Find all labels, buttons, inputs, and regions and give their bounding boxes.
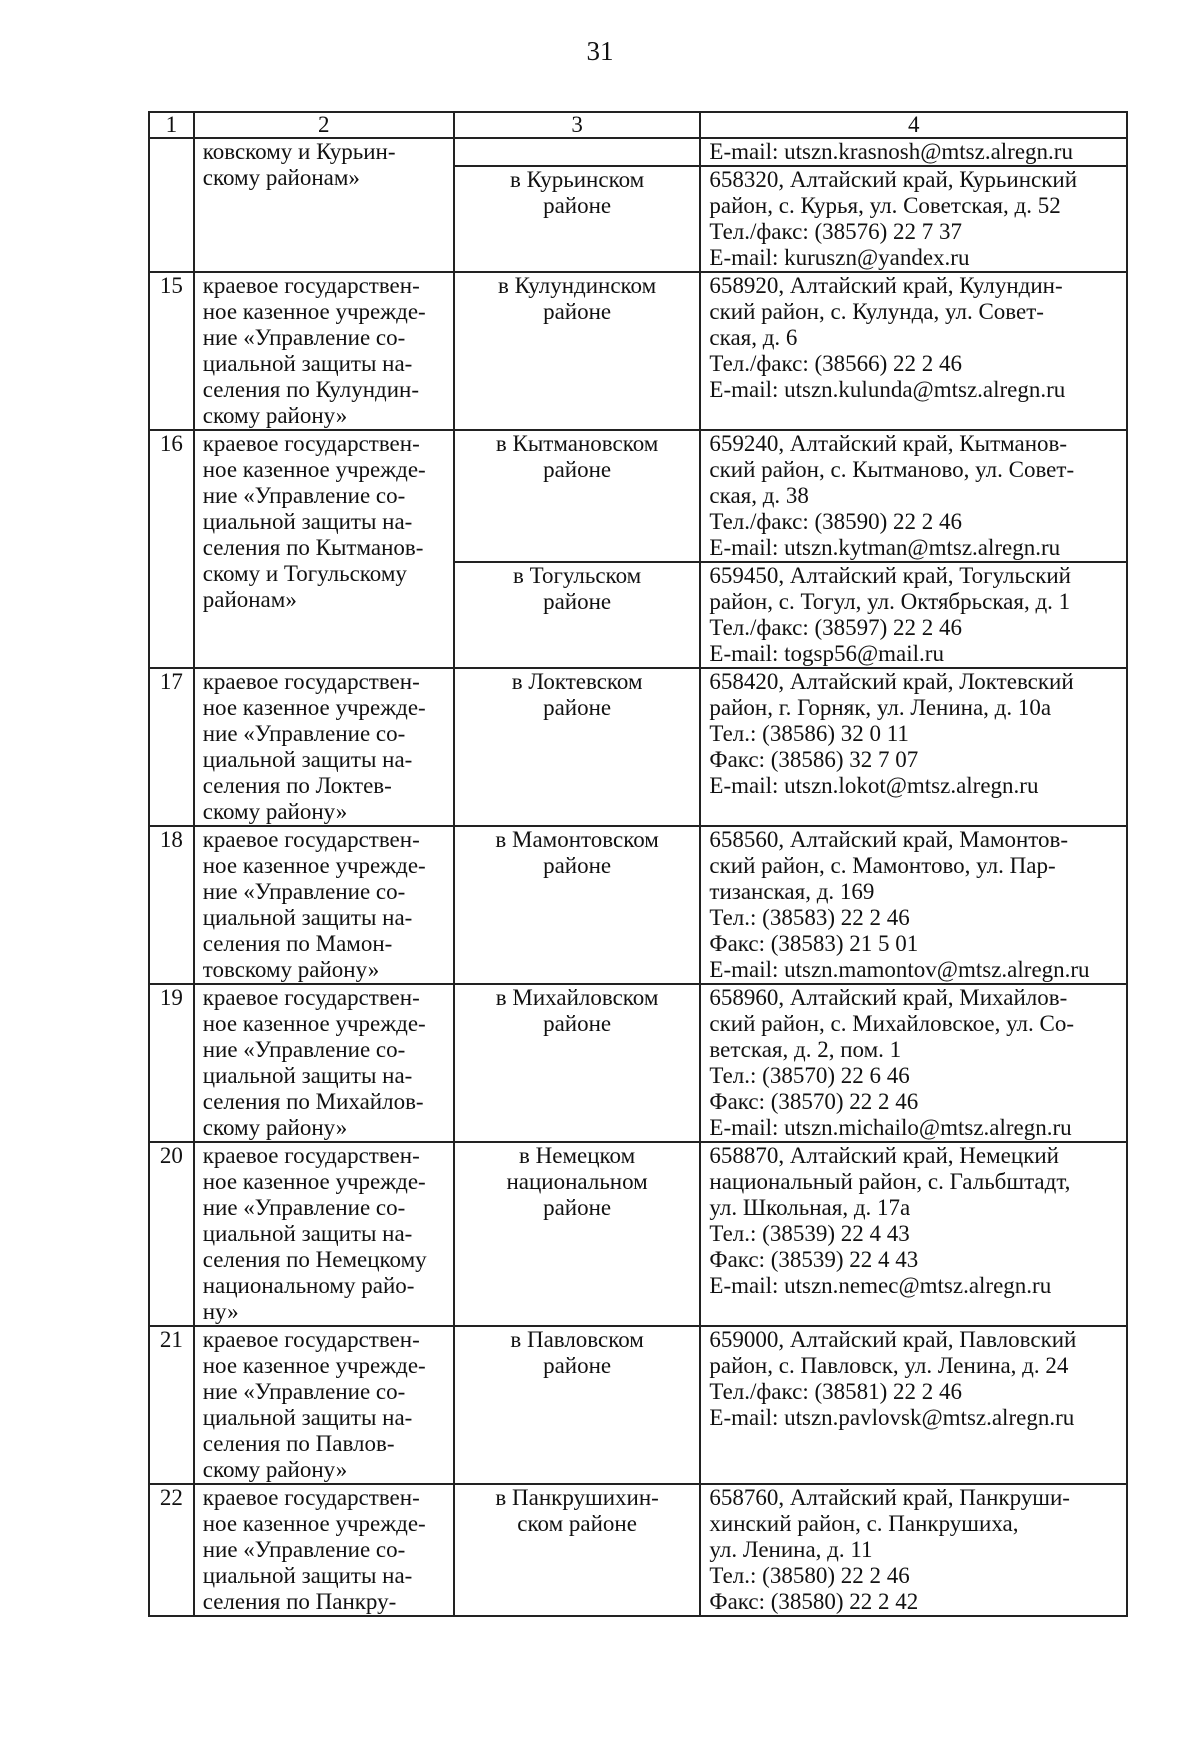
email-line: E-mail: utszn.kulunda@mtsz.alregn.ru: [709, 377, 1066, 402]
address-line: ская, д. 6: [709, 325, 798, 350]
district-cell: [454, 138, 701, 166]
row-number-cell: 21: [149, 1326, 194, 1484]
address-line: район, г. Горняк, ул. Ленина, д. 10а: [709, 695, 1052, 720]
address-line: национальный район, с. Гальбштадт,: [709, 1169, 1071, 1194]
contact-cell: [700, 826, 1127, 984]
address-line: Факс: (38580) 22 2 42: [709, 1589, 919, 1614]
contact-cell: [700, 430, 1127, 562]
organization-name: краевое государствен- ное казенное учрежде- ние «Управление со- циальной защиты на- селения по Немецкому национальному райо- ну»: [202, 1143, 427, 1324]
organization-cell: [194, 826, 454, 984]
district-cell: [454, 430, 701, 562]
address-line: Факс: (38586) 32 7 07: [709, 747, 919, 772]
table-row: [149, 826, 1127, 984]
district-cell: [454, 562, 701, 668]
address-line: 659000, Алтайский край, Павловский: [709, 1327, 1077, 1352]
district-cell: [454, 1326, 701, 1484]
table-row: [149, 272, 1127, 430]
email-line: E-mail: kuruszn@yandex.ru: [709, 245, 970, 270]
organization-name: краевое государствен- ное казенное учрежде- ние «Управление со- циальной защиты на- селения по Мамон- товскому району»: [202, 827, 426, 982]
table-row: [149, 1326, 1127, 1484]
row-number-cell: 18: [149, 826, 194, 984]
address-line: тизанская, д. 169: [709, 879, 875, 904]
email-line: E-mail: utszn.kytman@mtsz.alregn.ru: [709, 535, 1061, 560]
row-number-cell: 20: [149, 1142, 194, 1326]
table-row: [149, 984, 1127, 1142]
row-number-cell: 22: [149, 1484, 194, 1616]
organization-name: краевое государствен- ное казенное учрежде- ние «Управление со- циальной защиты на- селения по Михайлов- скому району»: [202, 985, 426, 1140]
row-number-cell: 17: [149, 668, 194, 826]
address-line: Тел./факс: (38566) 22 2 46: [709, 351, 963, 376]
address-line: ветская, д. 2, пом. 1: [709, 1037, 902, 1062]
organization-name: ковскому и Курьин- скому районам»: [202, 139, 396, 190]
address-line: Тел./факс: (38581) 22 2 46: [709, 1379, 963, 1404]
organization-cell: [194, 1142, 454, 1326]
header-cell-2: 2: [194, 112, 454, 138]
address-line: ский район, с. Кытманово, ул. Совет-: [709, 457, 1075, 482]
email-line: E-mail: utszn.mamontov@mtsz.alregn.ru: [709, 957, 1090, 982]
district-cell: [454, 984, 701, 1142]
table-row: [149, 1142, 1127, 1326]
table-row: [149, 1484, 1127, 1616]
address-line: Тел.: (38570) 22 6 46: [709, 1063, 910, 1088]
address-line: 659240, Алтайский край, Кытманов-: [709, 431, 1068, 456]
district-cell: [454, 1484, 701, 1616]
row-number-cell: 15: [149, 272, 194, 430]
address-line: ский район, с. Мамонтово, ул. Пар-: [709, 853, 1056, 878]
email-line: E-mail: utszn.lokot@mtsz.alregn.ru: [709, 773, 1039, 798]
header-cell-1: 1: [149, 112, 194, 138]
district-cell: [454, 1142, 701, 1326]
address-line: хинский район, с. Панкрушиха,: [709, 1511, 1019, 1536]
contact-cell: [700, 668, 1127, 826]
address-line: Тел./факс: (38597) 22 2 46: [709, 615, 963, 640]
organization-name: краевое государствен- ное казенное учрежде- ние «Управление со- циальной защиты на- селения по Кытманов- скому и Тогульскому районам»: [202, 431, 426, 612]
address-line: 658920, Алтайский край, Кулундин-: [709, 273, 1063, 298]
organization-name: краевое государствен- ное казенное учрежде- ние «Управление со- циальной защиты на- селения по Павлов- скому району»: [202, 1327, 426, 1482]
district-name: в Тогульском районе: [513, 563, 642, 614]
organization-cell: [194, 272, 454, 430]
district-name: в Михайловском районе: [495, 985, 659, 1036]
address-line: ский район, с. Михайловское, ул. Со-: [709, 1011, 1075, 1036]
district-name: в Немецком национальном районе: [506, 1143, 648, 1220]
address-line: Тел./факс: (38590) 22 2 46: [709, 509, 963, 534]
address-line: район, с. Павловск, ул. Ленина, д. 24: [709, 1353, 1069, 1378]
email-line: E-mail: utszn.pavlovsk@mtsz.alregn.ru: [709, 1405, 1075, 1430]
header-cell-4: 4: [700, 112, 1127, 138]
address-line: Факс: (38570) 22 2 46: [709, 1089, 919, 1114]
table-row: [149, 430, 1127, 562]
district-name: в Курьинском районе: [510, 167, 645, 218]
district-name: в Кытмановском районе: [495, 431, 659, 482]
address-line: 658560, Алтайский край, Мамонтов-: [709, 827, 1069, 852]
district-name: в Мамонтовском районе: [495, 827, 659, 878]
email-line: E-mail: utszn.michailo@mtsz.alregn.ru: [709, 1115, 1072, 1140]
address-line: район, с. Курья, ул. Советская, д. 52: [709, 193, 1061, 218]
address-line: Тел.: (38580) 22 2 46: [709, 1563, 910, 1588]
table-header-row: [149, 112, 1127, 138]
district-cell: [454, 668, 701, 826]
contact-cell: [700, 562, 1127, 668]
address-line: Тел.: (38583) 22 2 46: [709, 905, 910, 930]
district-name: в Кулундинском районе: [498, 273, 657, 324]
contact-cell: [700, 1326, 1127, 1484]
row-number-cell: 16: [149, 430, 194, 668]
contact-cell: [700, 166, 1127, 272]
email-line: E-mail: utszn.krasnosh@mtsz.alregn.ru: [709, 139, 1073, 164]
organization-name: краевое государствен- ное казенное учрежде- ние «Управление со- циальной защиты на- селения по Локтев- скому району»: [202, 669, 426, 824]
address-line: Тел.: (38586) 32 0 11: [709, 721, 909, 746]
address-line: 659450, Алтайский край, Тогульский: [709, 563, 1071, 588]
address-line: Тел.: (38539) 22 4 43: [709, 1221, 910, 1246]
contact-cell: [700, 138, 1127, 166]
organization-name: краевое государствен- ное казенное учрежде- ние «Управление со- циальной защиты на- селения по Кулундин- скому району»: [202, 273, 426, 428]
table-row: [149, 138, 1127, 166]
address-line: Тел./факс: (38576) 22 7 37: [709, 219, 963, 244]
organization-cell: [194, 1484, 454, 1616]
organization-cell: [194, 668, 454, 826]
address-line: 658420, Алтайский край, Локтевский: [709, 669, 1074, 694]
district-name: в Павловском районе: [510, 1327, 644, 1378]
district-name: в Локтевском районе: [511, 669, 643, 720]
address-line: 658320, Алтайский край, Курьинский: [709, 167, 1078, 192]
row-number-cell: 19: [149, 984, 194, 1142]
header-cell-3: 3: [454, 112, 701, 138]
contact-cell: [700, 1142, 1127, 1326]
organization-cell: [194, 1326, 454, 1484]
email-line: E-mail: utszn.nemec@mtsz.alregn.ru: [709, 1273, 1052, 1298]
address-line: ская, д. 38: [709, 483, 809, 508]
address-line: Факс: (38539) 22 4 43: [709, 1247, 919, 1272]
address-line: 658870, Алтайский край, Немецкий: [709, 1143, 1059, 1168]
district-cell: [454, 166, 701, 272]
email-line: E-mail: togsp56@mail.ru: [709, 641, 944, 666]
address-line: район, с. Тогул, ул. Октябрьская, д. 1: [709, 589, 1071, 614]
address-line: ский район, с. Кулунда, ул. Совет-: [709, 299, 1044, 324]
contact-cell: [700, 1484, 1127, 1616]
district-cell: [454, 826, 701, 984]
contact-cell: [700, 272, 1127, 430]
address-line: 658760, Алтайский край, Панкруши-: [709, 1485, 1070, 1510]
address-line: Факс: (38583) 21 5 01: [709, 931, 919, 956]
address-line: 658960, Алтайский край, Михайлов-: [709, 985, 1068, 1010]
agencies-table: [148, 111, 1128, 1617]
address-line: ул. Ленина, д. 11: [709, 1537, 873, 1562]
organization-cell: [194, 984, 454, 1142]
organization-name: краевое государствен- ное казенное учрежде- ние «Управление со- циальной защиты на- селения по Панкру-: [202, 1485, 426, 1614]
table-row: [149, 668, 1127, 826]
page-number: 31: [586, 36, 614, 66]
organization-cell: [194, 430, 454, 668]
row-number-cell: [149, 138, 194, 272]
organization-cell: [194, 138, 454, 272]
district-cell: [454, 272, 701, 430]
contact-cell: [700, 984, 1127, 1142]
district-name: в Панкрушихин- ском районе: [495, 1485, 659, 1536]
address-line: ул. Школьная, д. 17а: [709, 1195, 911, 1220]
table-body: [149, 112, 1127, 1616]
